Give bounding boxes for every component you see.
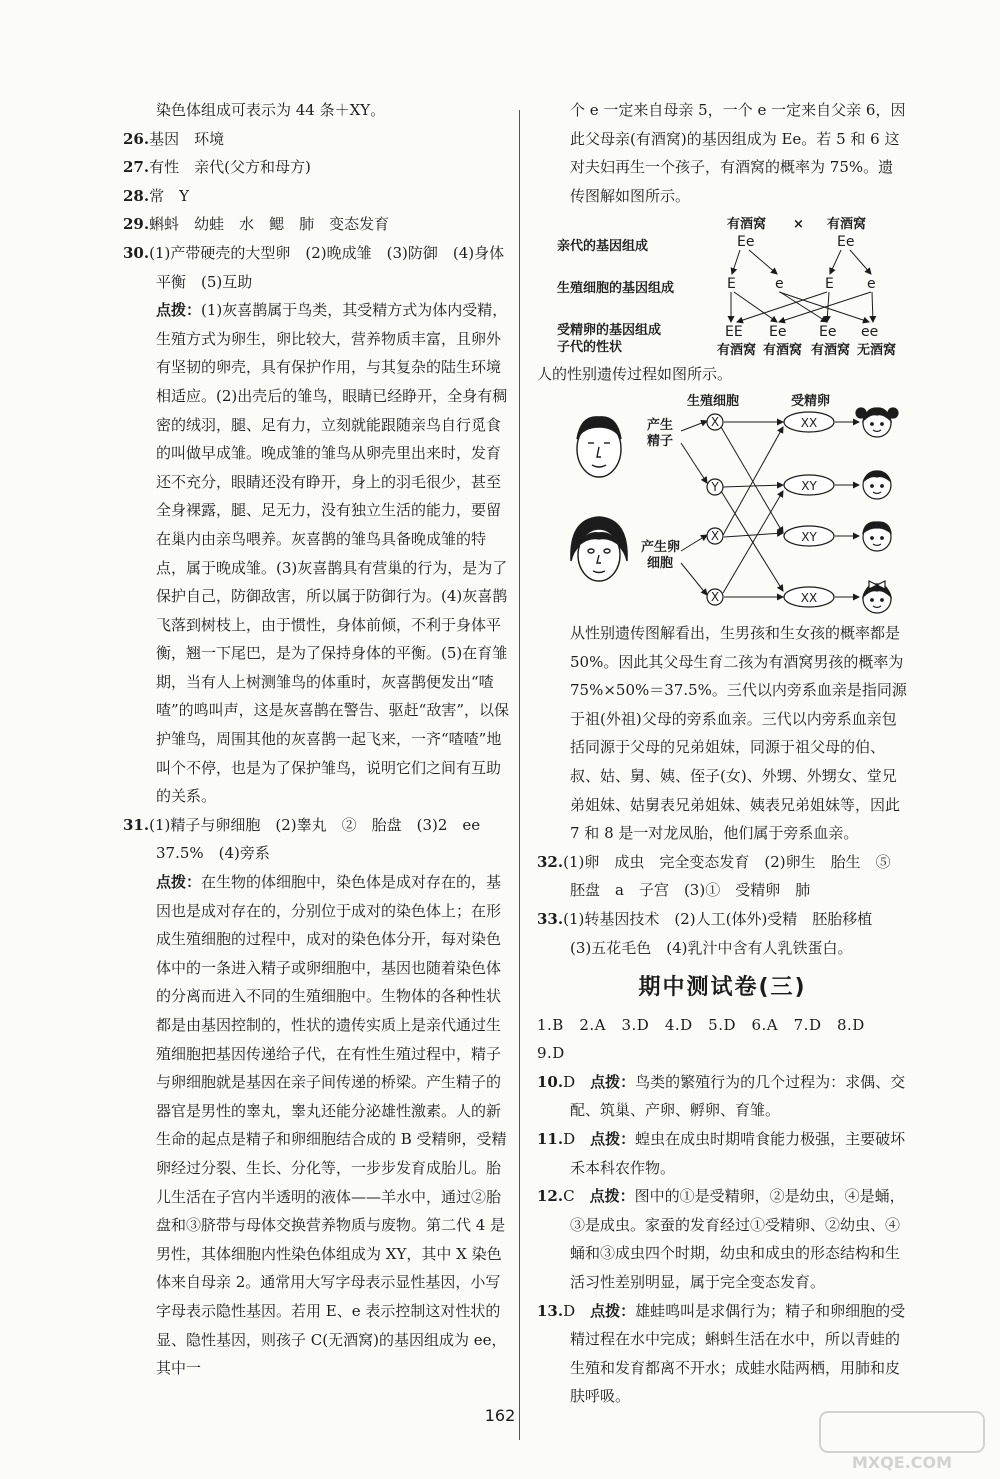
mother-face-icon <box>571 517 627 581</box>
continued-text: 染色体组成可表示为 44 条＋XY。 <box>156 101 386 119</box>
answer-12: 12.C 点拨：图中的①是受精卵，②是幼虫，④是蛹，③是成虫。家蚕的发育经过①受精卵、②幼虫、④蛹和③成虫四个时期，幼虫和成虫的形态结构和生活习性差别明显，属于完全变态发育。 <box>537 1187 905 1292</box>
explanation-31: 点拨：在生物的体细胞中，染色体是成对存在的，基因也是成对存在的，分别位于成对的染色体上；在形成生殖细胞的过程中，成对的染色体分开，每对染色体中的一条进入精子或卵细胞中，基因也随着染色体的分离而进入不同的生殖细胞中。生物体的各种性状都是由基因控制的，性状的遗传实质上是亲代通过生殖细胞把基因传递给子代，在有性生殖过程中，精子与卵细胞就是基因在亲子间传递的桥梁。产生精子的器官是男性的睾丸，睾丸还能分泌雄性激素。人的新生命的起点是精子和卵细胞结合成的 B 受精卵，受精卵经过分裂、生长、分化等，一步步发育成胎儿。胎儿生活在子宫内半透明的液体——羊水中，通过②胎盘和③脐带与母体交换营养物质与废物。第二代 4 是男性，其体细胞内性染色体组成为 XY，其中 X 染色体来自母亲 2。通常用大写字母表示显性基因，小写字母表示隐性基因。若用 E、e 表示控制这对性状的显、隐性基因，则孩子 C(无酒窝)的基因组成为 ee，其中一 <box>156 873 507 1378</box>
sperm-y: Y <box>711 479 719 494</box>
header-germ-cell: 生殖细胞 <box>687 393 740 409</box>
female-label-1: 产生卵 <box>641 539 681 555</box>
answer-32: 32.(1)卵 成虫 完全变态发育 (2)卵生 胎生 ⑤ 胚盘 a 子宫 (3)① 受精卵 肺 <box>537 852 906 900</box>
boy-face-icon <box>863 471 891 499</box>
male-label-1: 产生 <box>647 417 674 433</box>
cross-symbol: × <box>793 217 804 233</box>
label-gamete-genotype: 生殖细胞的基因组成 <box>557 281 675 297</box>
gamete-3: E <box>825 276 834 293</box>
watermark-logo <box>818 1408 986 1472</box>
zygote-4: ee <box>861 324 879 341</box>
page-number: 162 <box>484 1406 516 1425</box>
zygote-xx-1: XX <box>800 415 818 430</box>
egg-x-1: X <box>710 528 720 543</box>
sperm-x: X <box>710 414 720 429</box>
offspring-trait-1: 有酒窝 <box>717 343 757 359</box>
answer-26: 26.基因 环境 <box>123 129 225 148</box>
gamete-1: E <box>727 276 736 293</box>
header-zygote: 受精卵 <box>791 393 831 409</box>
explanation-30: 点拨：(1)灰喜鹊属于鸟类，其受精方式为体内受精，生殖方式为卵生，卵比较大，营养物质丰富，且卵外有坚韧的卵壳，具有保护作用，与其复杂的陆生环境相适应。(2)出壳后的雏鸟，眼睛已经睁开，全身有稠密的绒羽，腿、足有力，立刻就能跟随亲鸟自行觅食的叫做早成雏。晚成雏的雏鸟从卵壳里出来时，发育还不充分，眼睛还没有睁开，身上的羽毛很少，甚至全身裸露，腿、足无力，没有独立生活的能力，要留在巢内由亲鸟喂养。灰喜鹊的雏鸟具备晚成雏的特点，属于晚成雏。(3)灰喜鹊具有营巢的行为，是为了保护自己，防御敌害，所以属于防御行为。(4)灰喜鹊飞落到树枝上，由于惯性，身体前倾，不利于身体平衡，翘一下尾巴，是为了保持身体的平衡。(5)在育雏期，当有人上树测雏鸟的体重时，灰喜鹊便发出“喳喳”的鸣叫声，这是灰喜鹊在警告、驱赶“敌害”，以保护雏鸟，周围其他的灰喜鹊一起飞来，一齐“喳喳”地叫个不停，也是为了保护雏鸟，说明它们之间有互助的关系。 <box>156 301 510 806</box>
offspring-trait-2: 有酒窝 <box>763 343 803 359</box>
parent1-trait: 有酒窝 <box>727 217 767 233</box>
sex-inheritance-diagram <box>537 391 908 617</box>
gamete-4: e <box>867 276 876 293</box>
zygote-1: EE <box>725 324 743 341</box>
answer-13: 13.D 点拨：雄蛙鸣叫是求偶行为；精子和卵细胞的受精过程在水中完成；蝌蚪生活在水中，所以青蛙的生殖和发育都离不开水；成蛙水陆两栖，用肺和皮肤呼吸。 <box>537 1301 906 1406</box>
zygote-xx-2: XX <box>800 590 818 605</box>
parent2-trait: 有酒窝 <box>827 217 867 233</box>
female-label-2: 细胞 <box>647 555 674 571</box>
father-face-icon <box>577 417 621 477</box>
answer-27: 27.有性 亲代(父方和母方) <box>123 158 311 177</box>
zygote-3: Ee <box>819 324 837 341</box>
answer-10: 10.D 点拨：鸟类的繁殖行为的几个过程为：求偶、交配、筑巢、产卵、孵卵、育雏。 <box>537 1072 906 1120</box>
boy-face-icon <box>863 522 891 551</box>
zygote-xy-2: XY <box>801 529 817 544</box>
column-divider <box>519 110 520 1440</box>
answer-11: 11.D 点拨：蝗虫在成虫时期啃食能力极强，主要破坏禾本科农作物。 <box>537 1130 906 1177</box>
answer-29: 29.蝌蚪 幼蛙 水 鳃 肺 变态发育 <box>123 215 390 234</box>
dimple-inheritance-diagram <box>537 212 908 358</box>
offspring-trait-3: 有酒窝 <box>811 343 851 359</box>
watermark-text: MXQE.COM <box>851 1453 953 1472</box>
multiple-choice-answers: 1.B 2.A 3.D 4.D 5.D 6.A 7.D 8.D 9.D <box>537 1015 881 1063</box>
answer-31: 31.(1)精子与卵细胞 (2)睾丸 ② 胎盘 (3)2 ee 37.5% (4)旁系 <box>123 815 496 863</box>
parent2-genotype: Ee <box>837 234 855 251</box>
girl-face-icon <box>856 408 898 437</box>
girl-face-icon <box>863 581 891 613</box>
egg-x-2: X <box>710 589 720 604</box>
continued-explanation: 个 e 一定来自母亲 5，一个 e 一定来自父亲 6，因此父母亲(有酒窝)的基因组成为 Ee。若 5 和 6 这对夫妇再生一个孩子，有酒窝的概率为 75%。遗传图解如图所示。 <box>570 101 906 205</box>
answer-28: 28.常 Y <box>123 186 190 205</box>
gamete-2: e <box>775 276 784 293</box>
zygote-2: Ee <box>769 324 787 341</box>
label-offspring-trait: 子代的性状 <box>557 340 623 356</box>
sex-diagram-explanation: 从性别遗传图解看出，生男孩和生女孩的概率都是 50%。因此其父母生育二孩为有酒窝男孩的概率为 75%×50%＝37.5%。三代以内旁系血亲是指同源于祖(外祖)父母的旁系血亲。三代以内旁系血亲包括同源于父母的兄弟姐妹，同源于祖父母的伯、叔、姑、舅、姨、侄子(女)、外甥、外甥女、堂兄弟姐妹、姑舅表兄弟姐妹、姨表兄弟姐妹等，因此 7 和 8 是一对龙凤胎，他们属于旁系血亲。 <box>570 623 907 843</box>
right-column <box>537 96 908 1411</box>
offspring-trait-4: 无酒窝 <box>857 343 897 359</box>
parent1-genotype: Ee <box>737 234 755 251</box>
section-title: 期中测试卷(三) <box>638 975 807 1001</box>
answer-33: 33.(1)转基因技术 (2)人工(体外)受精 胚胎移植 (3)五花毛色 (4)乳汁中含有人乳铁蛋白。 <box>537 909 888 957</box>
answer-30: 30.(1)产带硬壳的大型卵 (2)晚成雏 (3)防御 (4)身体平衡 (5)互助 <box>123 243 505 291</box>
left-column <box>123 96 515 1383</box>
sex-diagram-intro: 人的性别遗传过程如图所示。 <box>537 365 733 384</box>
zygote-xy-1: XY <box>801 478 817 493</box>
male-label-2: 精子 <box>647 433 674 449</box>
label-parent-genotype: 亲代的基因组成 <box>557 239 649 255</box>
label-zygote-genotype: 受精卵的基因组成 <box>557 323 662 339</box>
